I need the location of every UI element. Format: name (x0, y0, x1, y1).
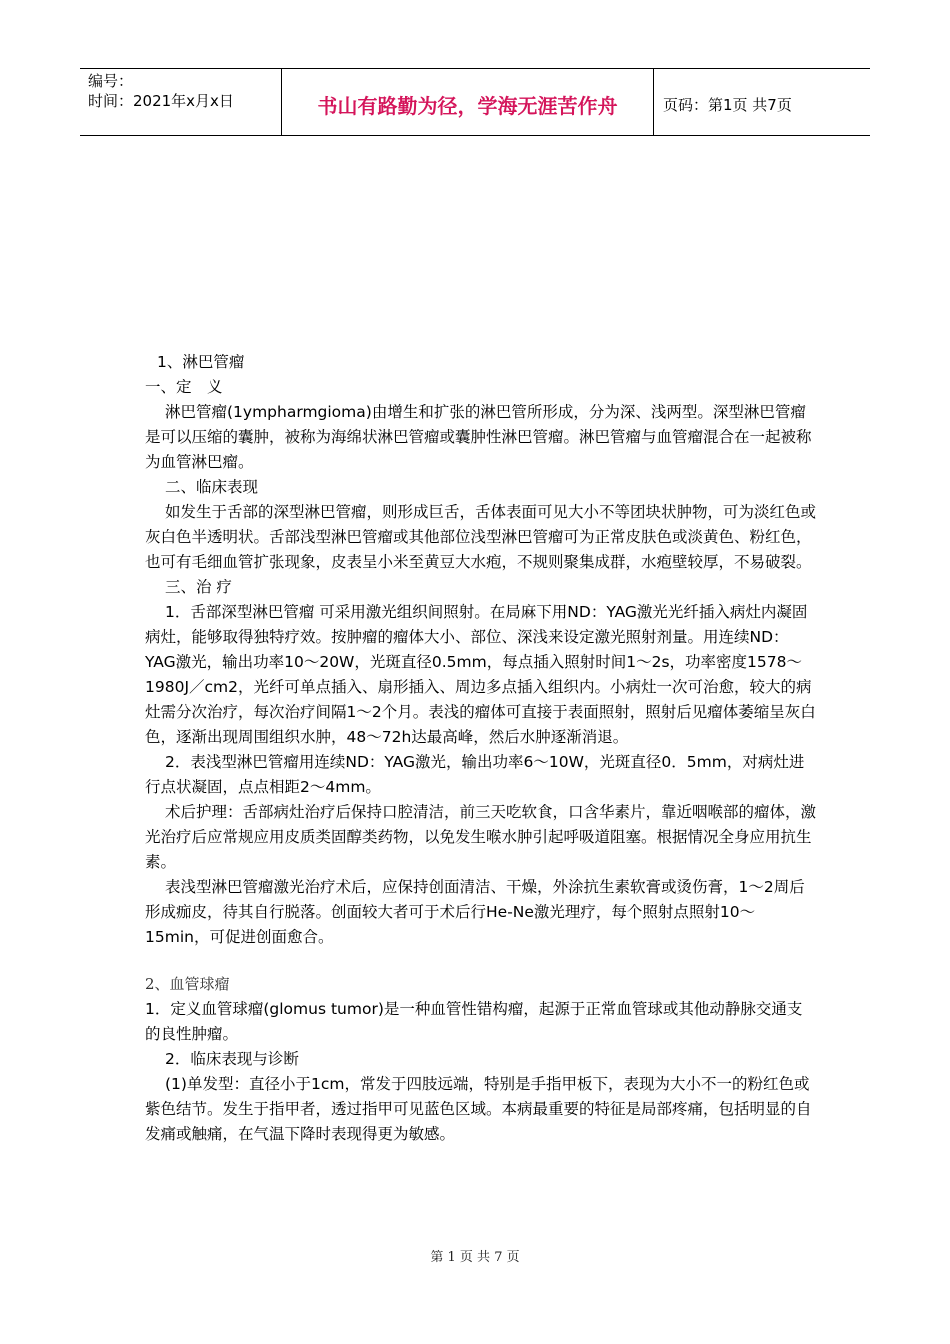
section-title-glomus: 2、血管球瘤 (145, 975, 230, 993)
paragraph: 术后护理：舌部病灶治疗后保持口腔清洁，前三天吃软食，口含华素片，靠近咽喉部的瘤体，激光治疗后应常规应用皮质类固醇类药物，以免发生喉水肿引起呼吸道阻塞。根据情况全身应用抗生素。 (145, 803, 817, 871)
document-body (145, 350, 817, 1147)
header-meta (80, 69, 281, 135)
paragraph: 淋巴管瘤(1ympharmgioma)由增生和扩张的淋巴管所形成，分为深、浅两型。深型淋巴管瘤是可以压缩的囊肿，被称为海绵状淋巴管瘤或囊肿性淋巴管瘤。淋巴管瘤与血管瘤混合在一起被称为血管淋巴瘤。 (145, 403, 812, 471)
paragraph: 表浅型淋巴管瘤激光治疗术后，应保持创面清洁、干燥，外涂抗生素软膏或烫伤膏，1～2周后形成痂皮，待其自行脱落。创面较大者可于术后行He-Ne激光理疗，每个照射点照射10～15min，可促进创面愈合。 (145, 878, 805, 946)
paragraph: 1．定义血管球瘤(glomus tumor)是一种血管性错构瘤，起源于正常血管球或其他动静脉交通支的良性肿瘤。 (145, 1000, 803, 1043)
heading-definition: 一、定 义 (145, 378, 223, 396)
paragraph: 2．表浅型淋巴管瘤用连续ND：YAG激光，输出功率6～10W，光斑直径0．5mm，对病灶进行点状凝固，点点相距2～4mm。 (145, 753, 805, 796)
paragraph: 如发生于舌部的深型淋巴管瘤，则形成巨舌，舌体表面可见大小不等团块状肿物，可为淡红色或灰白色半透明状。舌部浅型淋巴管瘤或其他部位浅型淋巴管瘤可为正常皮肤色或淡黄色、粉红色，也可有毛细血管扩张现象，皮表呈小米至黄豆大水疱，不规则聚集成群，水疱壁较厚，不易破裂。 (145, 503, 817, 571)
section-title-lymphangioma: 1、淋巴管瘤 (157, 353, 245, 371)
heading-clinical-diagnosis: 2．临床表现与诊断 (165, 1050, 299, 1068)
time-label: 时间：2021年x月x日 (88, 92, 234, 110)
page-header (80, 68, 870, 136)
number-label: 编号： (88, 72, 134, 90)
page-footer: 第 1 页 共 7 页 (430, 1250, 520, 1265)
heading-clinical: 二、临床表现 (165, 478, 259, 496)
page-info: 页码：第1页 共7页 (663, 95, 792, 114)
motto: 书山有路勤为径，学海无涯苦作舟 (281, 69, 654, 135)
paragraph: (1)单发型：直径小于1cm，常发于四肢远端，特别是手指甲板下，表现为大小不一的粉红色或紫色结节。发生于指甲者，透过指甲可见蓝色区域。本病最重要的特征是局部疼痛，包括明显的自发痛或触痛，在气温下降时表现得更为敏感。 (145, 1075, 812, 1143)
heading-treatment: 三、治 疗 (165, 578, 232, 596)
paragraph: 1．舌部深型淋巴管瘤 可采用激光组织间照射。在局麻下用ND：YAG激光光纤插入病灶内凝固病灶，能够取得独特疗效。按肿瘤的瘤体大小、部位、深浅来设定激光照射剂量。用连续ND：YAG激光，输出功率10～20W，光斑直径0.5mm，每点插入照射时间1～2s，功率密度1578～1980J／cm2，光纤可单点插入、扇形插入、周边多点插入组织内。小病灶一次可治愈，较大的病灶需分次治疗，每次治疗间隔1～2个月。表浅的瘤体可直接于表面照射，照射后见瘤体萎缩呈灰白色，逐渐出现周围组织水肿，48～72h达最高峰，然后水肿逐渐消退。 (145, 603, 816, 746)
